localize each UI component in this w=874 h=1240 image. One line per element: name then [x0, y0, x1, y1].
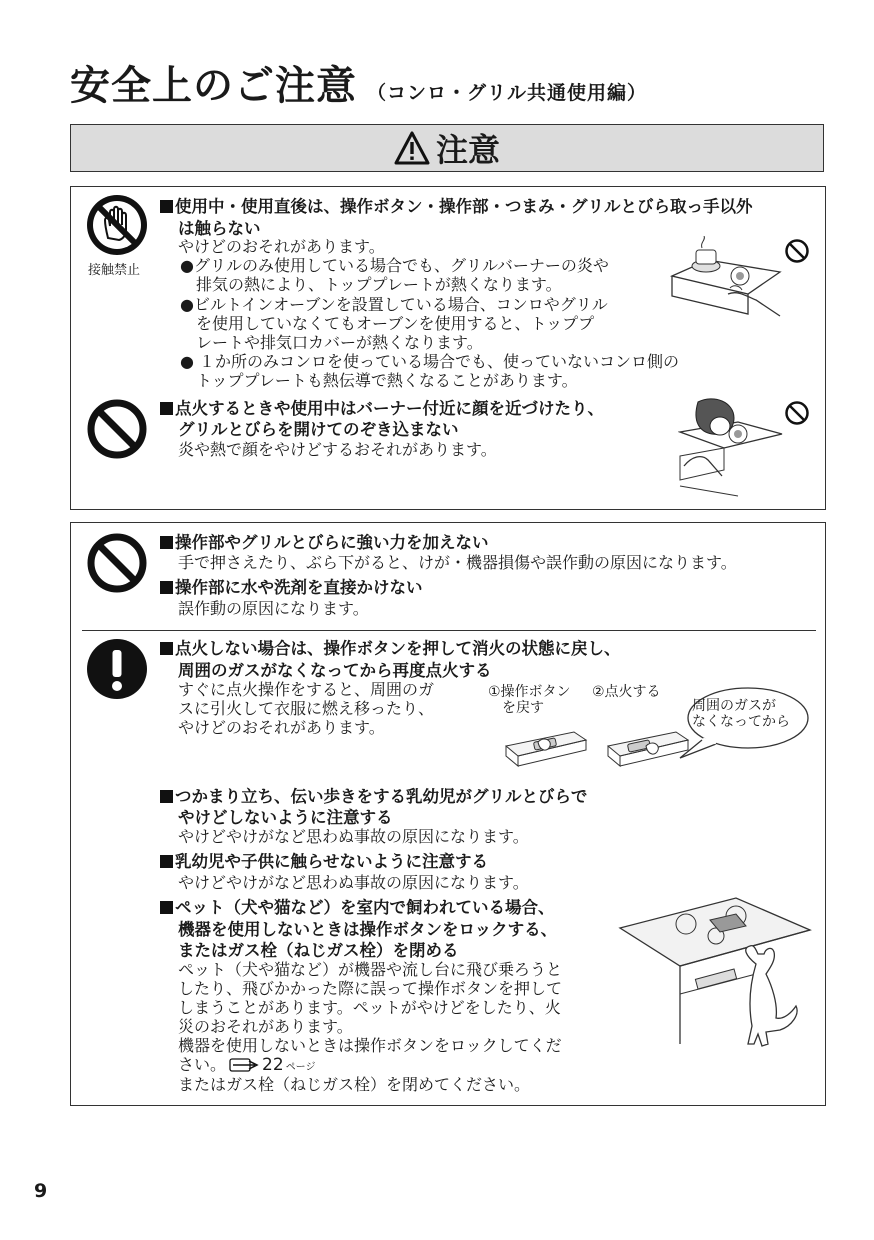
step1-label: ①操作ボタン	[488, 684, 571, 700]
bullet-text: レートや排気口カバーが熱くなります。	[196, 333, 483, 352]
pointing-hand-icon	[229, 1057, 259, 1073]
button-press-illustration	[504, 726, 588, 772]
bullet-text: ●グリルのみ使用している場合でも、グリルバーナーの炎や	[180, 256, 609, 275]
bullet-text: を使用していなくてもオーブンを使用すると、トッププ	[196, 314, 595, 333]
box2-item4-heading: つかまり立ち、伝い歩きをする乳幼児がグリルとびらで	[160, 786, 587, 808]
prohibition-small-icon	[784, 400, 810, 426]
step1-label-line2: を戻す	[502, 700, 544, 716]
page-reference-line: さい。 22 ページ	[178, 1055, 316, 1075]
prohibition-symbol	[86, 398, 148, 460]
box1-item2-body: 炎や熱で顔をやけどするおそれがあります。	[178, 440, 497, 459]
box2-item3-heading: 点火しない場合は、操作ボタンを押して消火の状態に戻し、	[160, 638, 621, 660]
stove-hand-illustration	[668, 236, 784, 328]
box2-item3-heading-line2: 周囲のガスがなくなってから再度点火する	[178, 661, 492, 680]
caution-header	[70, 124, 824, 172]
step2-label: ②点火する	[592, 684, 661, 700]
box2-item6-heading-line3: またはガス栓（ねじガス栓）を閉める	[178, 941, 459, 960]
box2-item1-heading: 操作部やグリルとびらに強い力を加えない	[160, 532, 489, 554]
body-line: 災のおそれがあります。	[178, 1017, 353, 1036]
bubble-text: なくなってから	[692, 714, 790, 730]
bullet-text: ● １か所のみコンロを使っている場合でも、使っていないコンロ側の	[180, 352, 680, 371]
box2-item6-heading-line2: 機器を使用しないときは操作ボタンをロックする、	[178, 920, 558, 939]
page-reference-link[interactable]: 22	[262, 1055, 284, 1075]
box1-item1-heading-line2: は触らない	[178, 219, 261, 238]
page-title	[70, 54, 647, 111]
exclamation-icon	[86, 638, 148, 700]
body-line: すぐに点火操作をすると、周囲のガ	[178, 680, 435, 699]
page-subtitle: （コンロ・グリル共通使用編）	[367, 82, 648, 104]
box1-item1-heading: 使用中・使用直後は、操作ボタン・操作部・つまみ・グリルとびら取っ手以外	[160, 196, 753, 218]
box2-item2-body: 誤作動の原因になります。	[178, 599, 369, 618]
no-touch-hand-icon	[86, 194, 148, 256]
box2-item5-heading: 乳幼児や子供に触らせないように注意する	[160, 851, 488, 873]
body-line: したり、飛びかかった際に誤って操作ボタンを押して	[178, 979, 563, 998]
box2-item1-body: 手で押さえたり、ぶら下がると、けが・機器損傷や誤作動の原因になります。	[178, 553, 737, 572]
box1-item1-body: やけどのおそれがあります。	[178, 237, 385, 256]
page-title-text: 安全上のご注意	[70, 63, 357, 109]
body-line: スに引火して衣服に燃え移ったり、	[178, 699, 435, 718]
box2-item6-heading: ペット（犬や猫など）を室内で飼われている場合、	[160, 897, 555, 919]
box1-item2-heading-line2: グリルとびらを開けてのぞき込まない	[178, 420, 459, 439]
box2-item5-body: やけどやけがなど思わぬ事故の原因になります。	[178, 873, 529, 892]
bullet-text: 排気の熱により、トッププレートが熱くなります。	[196, 275, 562, 294]
prohibition-icon	[86, 532, 148, 594]
box2-item4-body: やけどやけがなど思わぬ事故の原因になります。	[178, 827, 529, 846]
bubble-text: 周囲のガスが	[692, 698, 776, 714]
body-line: ペット（犬や猫など）が機器や流し台に飛び乗ろうと	[178, 960, 563, 979]
body-line: やけどのおそれがあります。	[178, 718, 385, 737]
body-line: しまうことがあります。ペットがやけどをしたり、火	[178, 998, 561, 1017]
mandatory-symbol	[86, 638, 148, 700]
box1-item2-heading: 点火するときや使用中はバーナー付近に顔を近づけたり、	[160, 398, 604, 420]
box2-item6-last-line: またはガス栓（ねじガス栓）を閉めてください。	[178, 1075, 531, 1094]
warning-triangle-icon	[394, 131, 430, 165]
bullet-text: ●ビルトインオーブンを設置している場合、コンロやグリル	[180, 295, 608, 314]
prohibition-icon	[86, 398, 148, 460]
box2-item4-heading-line2: やけどしないように注意する	[178, 808, 393, 827]
face-near-stove-illustration	[678, 396, 784, 500]
no-touch-symbol	[86, 194, 148, 256]
page-number: 9	[34, 1180, 48, 1202]
caution-label: 注意	[435, 131, 500, 169]
prohibition-symbol	[86, 532, 148, 594]
bullet-text: トッププレートも熱伝導で熱くなることがあります。	[196, 371, 578, 390]
box2-item2-heading: 操作部に水や洗剤を直接かけない	[160, 577, 423, 599]
ignite-illustration	[606, 726, 690, 772]
section-divider	[82, 630, 816, 631]
prohibition-small-icon	[784, 238, 810, 264]
symbol-label-no-touch: 接触禁止	[88, 263, 141, 278]
body-line: 機器を使用しないときは操作ボタンをロックしてくだ	[178, 1036, 562, 1055]
cat-stove-illustration	[616, 894, 812, 1058]
